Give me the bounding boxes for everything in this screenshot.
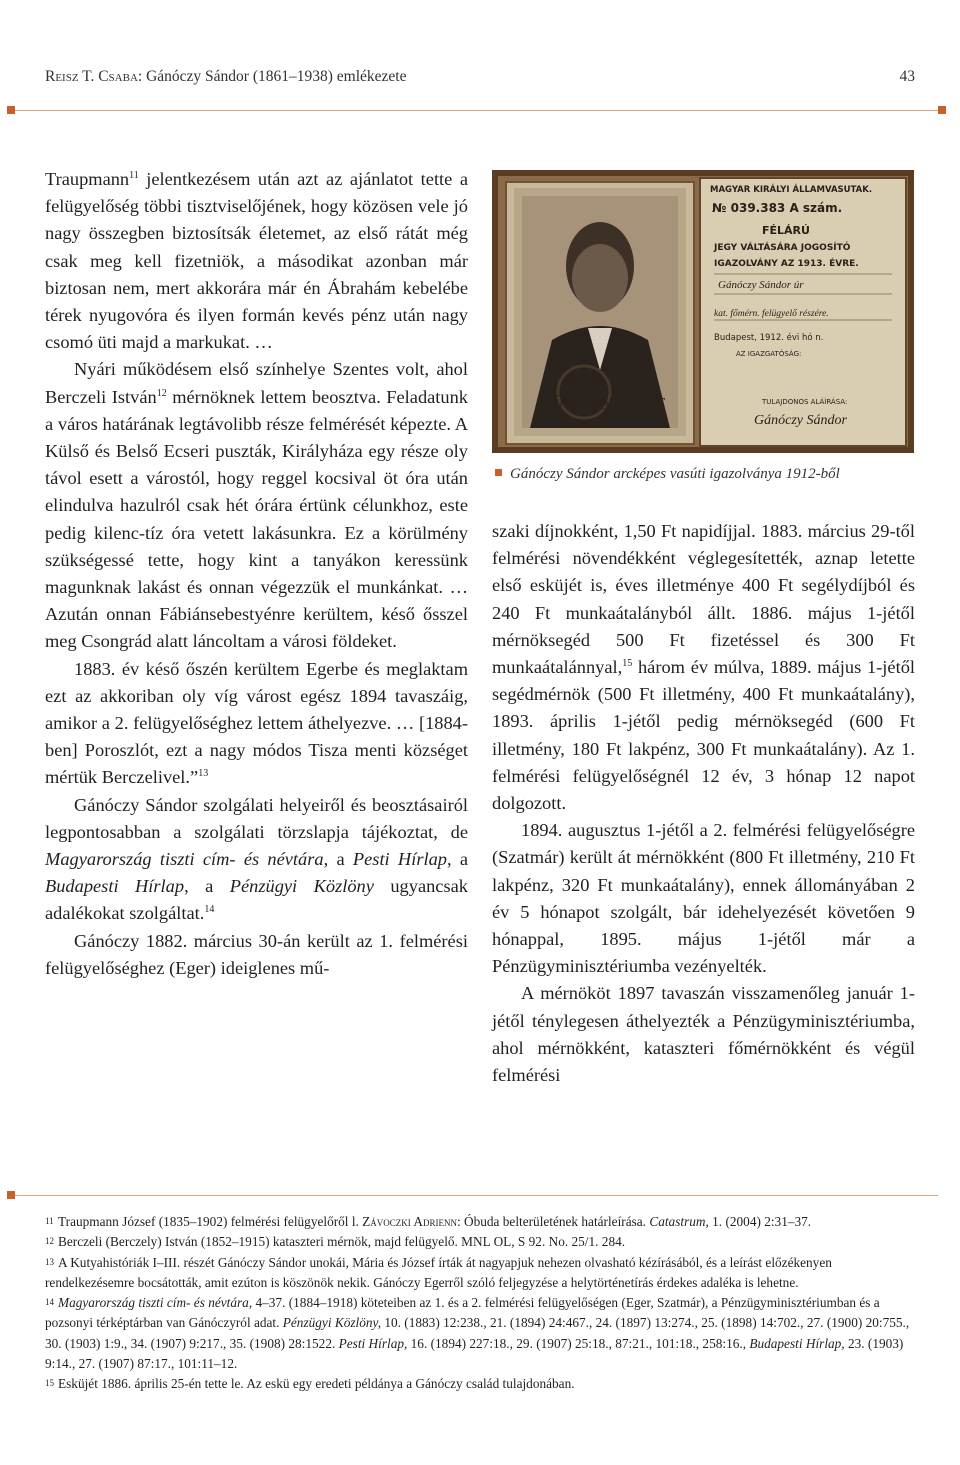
footnote-11: 11 Traupmann József (1835–1902) felmérési felügyelőről l. Závoczki Adrienn: Óbuda belterületének határleírása. Catastrum, 1. (2004) 2:31–37. [45, 1214, 812, 1229]
card-authority: AZ IGAZGATÓSÁG: [736, 350, 802, 358]
footnote-ref[interactable]: 13 [198, 768, 209, 780]
portrait-signature: Gánóczy Sándor [552, 391, 665, 410]
paragraph: Gánóczy 1882. március 30-án került az 1. felmérési felügyelőséghez (Eger) ideiglenes mű- [45, 930, 468, 978]
card-holder: Gánóczy Sándor úr [718, 279, 804, 291]
paragraph: Gánóczy Sándor szolgálati helyeiről és beosztásairól legpontosabban a szolgálati törzslapja tájékoztat, de Magyarország tiszti cím- és névtára, a Pesti Hírlap, a Budapesti Hírlap, a Pénzügyi Közlöny ugyancsak adalékokat szolgáltat.$^{14}$ [45, 794, 469, 924]
card-issuer: MAGYAR KIRÁLYI ÁLLAMVASUTAK. [710, 185, 873, 195]
page-number: 43 [899, 68, 915, 85]
card-year: IGAZOLVÁNY AZ 1913. ÉVRE. [714, 259, 859, 269]
card-signature-label: TULAJDONOS ALÁÍRÁSA: [762, 398, 848, 406]
paragraph: Nyári működésem első színhelye Szentes volt, ahol Berczeli István$^{12}$ mérnöknek lettem beosztva. Feladatunk a város határának legtávolibb része felmérését képezte. A Külső és Belső Ecseri puszták, Királyháza egy része oly távol esett a várostól, hogy reggel kocsival öt óra után elindulva hazulról csak hét órára értünk célunkhoz, este pedig kilenc-tíz óra vetett lakásunkra. Ez a körülmény szükségessé tette, hogy kint a tanyákon keressünk magunknak lakást és onnan végezzük el munkánkat. … Azután onnan Fábiánsebestyénre kerültem, késő ősszel meg Csongrád alatt láncoltam a városi földeket. [45, 359, 468, 652]
header-marker-square-right [938, 106, 946, 114]
card-signature: Gánóczy Sándor [754, 413, 847, 428]
footnote-ref[interactable]: 12 [156, 387, 167, 399]
header-marker-square [7, 106, 15, 114]
footnote-ref[interactable]: 14 [204, 904, 215, 916]
card-purpose: JEGY VÁLTÁSÁRA JOGOSÍTÓ [714, 243, 851, 253]
footnote-rule [15, 1195, 938, 1196]
paragraph: szaki díjnokként, 1,50 Ft napidíjjal. 1883. március 29-től felmérési növendékként véglegesítették, aznap letette első esküjét is, éves illetménye 400 Ft segélydíjból és 240 Ft munkaátalányból állt. 1886. május 1-jétől mérnöksegéd 500 Ft fizetéssel és 300 Ft munkaátalánnyal,$^{15}$ három év múlva, 1889. május 1-jétől segédmérnök (500 Ft illetmény, 400 Ft munkaátalány), 1893. április 1-jétől pedig mérnöksegéd (600 Ft illetmény, 180 Ft lakpénz, 300 Ft munkaátalány). Az 1. felmérési felügyelőségnél 12 év, 3 hónap 12 napot dolgozott. [492, 521, 915, 814]
right-column [492, 518, 915, 1089]
footnote-13: 13 A Kutyahistóriák I–III. részét Gánóczy Sándor unokái, Mária és József írták át nagyapjuk nehezen olvasható kézírásából, és a leírást előzékenyen rendelkezésemre bocsátották, amit ezúton is köszönök nekik. Gánóczy Egerről szóló feljegyzése a helytörténetírás érdekes adaléka is lehetne. [45, 1254, 832, 1290]
running-header [45, 68, 915, 86]
paragraph: 1883. év késő őszén kerültem Egerbe és meglaktam ezt az akkoriban oly víg várost egész 1894 tavaszáig, amikor a 2. felügyelőséghez lettem áthelyezve. … [1884-ben] Poroszlót, ezt a nagy módos Tisza menti községet mértük Berczelivel.”$^{13}$ [45, 658, 468, 788]
footnotes [45, 1212, 915, 1395]
paragraph: Traupmann$^{11}$ jelentkezésem után azt az ajánlatot tette a felügyelőség többi tisztviselőjének, hogy közösen vele jó nagy összegben biztosítsák életemet, az első rátát még csak meg kell fizetniök, a másodikat azonban már biztosan nem, mert akkorára már én Ábrahám kebelébe térek nyugovóra és ilyen formán kevés pénz után nagy csomó üti majd a markukat. … [45, 169, 468, 353]
footnote-ref[interactable]: 11 [129, 170, 139, 181]
paragraph: A mérnököt 1897 tavaszán visszamenőleg január 1-jétől ténylegesen áthelyezték a Pénzügyminisztériumba, ahol mérnökként, kataszteri főmérnökként és végül felmérési [492, 983, 915, 1086]
header-title: : Gánóczy Sándor (1861–1938) emlékezete [137, 68, 407, 85]
footnote-14: 14 Magyarország tiszti cím- és névtára, 4–37. (1884–1918) köteteiben az 1. és a 2. felmérési felügyelőségen (Eger, Szatmár), a Pénzügyminisztériumban és a pozsonyi térképtárban van Gánóczyról adat. Pénzügyi Közlöny, 10. (1883) 12:238., 21. (1894) 24:467., 24. (1897) 13:274., 25. (1898) 14:702., 27. (1900) 20:755., 30. (1903) 1:9., 34. (1907) 9:217., 35. (1908) 28:1522. Pesti Hírlap, 16. (1894) 227:18., 29. (1907) 25:18., 87:21., 101:18., 258:16., Budapesti Hírlap, 23. (1903) 9:14., 27. (1907) 87:17., 101:11–12. [45, 1295, 910, 1372]
header-rule [15, 110, 938, 111]
footnote-ref[interactable]: 15 [622, 658, 633, 670]
footnote-15: 15 Esküjét 1886. április 25-én tette le. Az eskü egy eredeti példánya a Gánóczy család tulajdonában. [45, 1376, 575, 1392]
card-date: Budapest, 1912. évi hó n. [714, 333, 824, 343]
caption-bullet-icon [495, 469, 502, 476]
card-holder-title: kat. főmérn. felügyelő részére. [714, 309, 829, 319]
id-card-photo [492, 170, 914, 453]
left-column [45, 166, 468, 982]
footnote-marker-square [7, 1191, 15, 1199]
paragraph: 1894. augusztus 1-jétől a 2. felmérési felügyelőségre (Szatmár) került át mérnökként (800 Ft illetmény, 210 Ft lakpénz, 320 Ft munkaátalány), ennek állományában 2 év 5 hónapot szolgált, bár idehelyezését követően 9 hónappal, 1895. május 1-jétől már a Pénzügyminisztériumba vezényelték. [492, 820, 915, 977]
header-author: Reisz T. Csaba [45, 68, 138, 85]
footnote-12: 12 Berczeli (Berczely) István (1852–1915) kataszteri mérnök, majd felügyelő. MNL OL, S 92. No. 25/1. 284. [45, 1234, 626, 1250]
photo-caption: Gánóczy Sándor arcképes vasúti igazolványa 1912-ből [495, 466, 915, 483]
card-serial: № 039.383 A szám. [712, 201, 843, 215]
card-type: FÉLÁRÚ [762, 224, 810, 237]
